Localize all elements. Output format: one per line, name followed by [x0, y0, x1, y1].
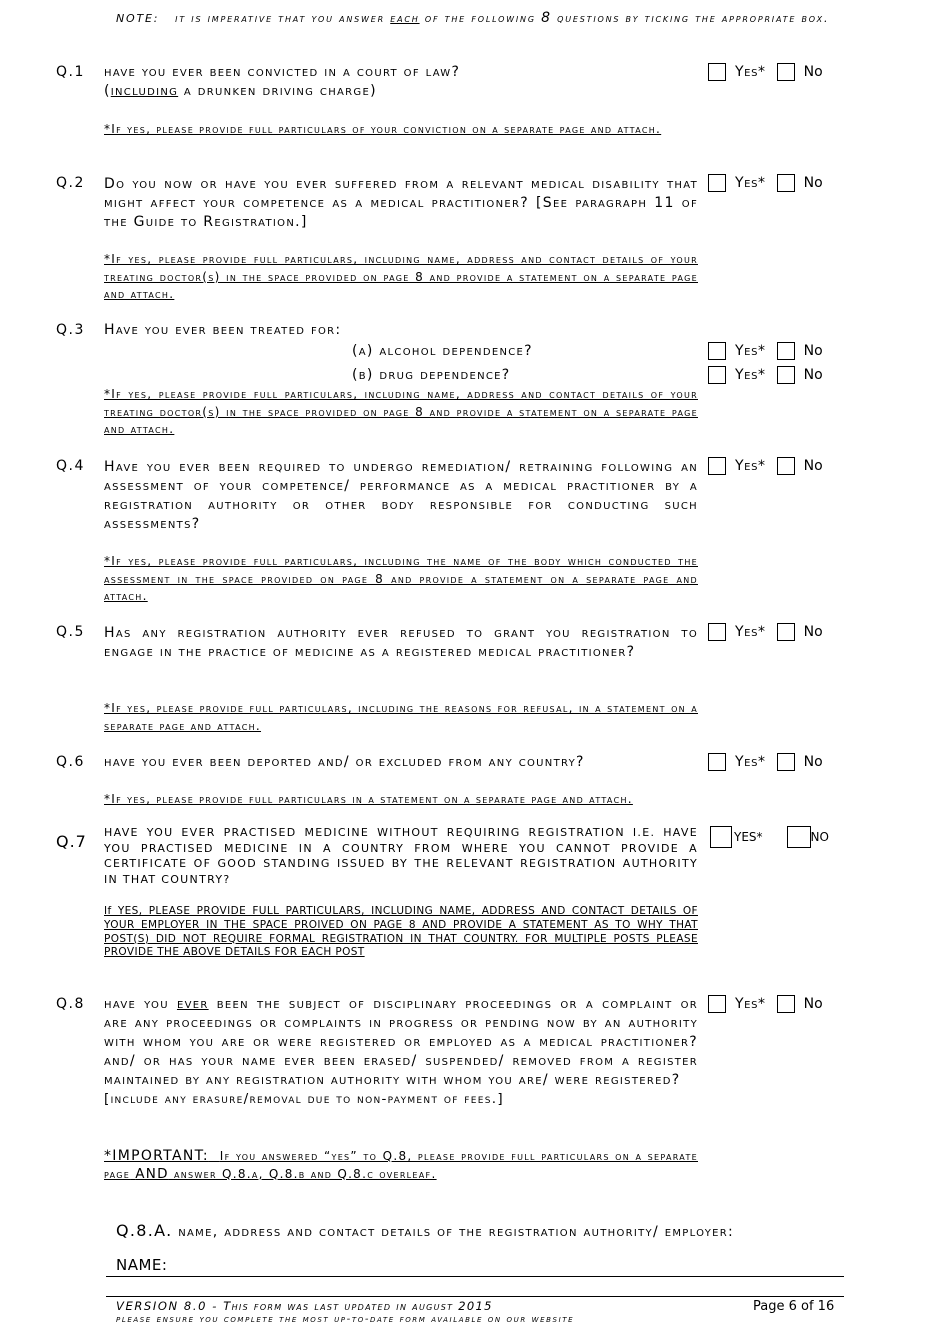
yes-checkbox[interactable]	[708, 63, 726, 81]
yes-checkbox[interactable]	[708, 753, 726, 771]
sub-question-a: (a) alcohol dependence?	[352, 343, 533, 359]
yes-checkbox[interactable]	[708, 174, 726, 192]
footnote: *If yes, please provide full particulars in a statement on a separate page and attach.	[104, 792, 633, 806]
question-number: Q.5	[56, 624, 85, 640]
q3a-answer: Yes* No	[708, 340, 823, 362]
no-checkbox[interactable]	[777, 623, 795, 641]
q1-answer: Yes* No	[708, 61, 823, 83]
q3b-answer: Yes* No	[708, 364, 823, 386]
no-checkbox[interactable]	[777, 457, 795, 475]
name-label: NAME:	[116, 1256, 168, 1274]
q8a-heading: Q.8.A. name, address and contact details of the registration authority/ employer:	[116, 1221, 735, 1240]
footer-divider	[106, 1296, 844, 1297]
important-note: *IMPORTANT: If you answered “yes” to Q.8, please provide full particulars on a separate page AND answer Q.8.a, Q.8.b and Q.8.c overleaf.	[104, 1148, 698, 1182]
footnote: *If yes, please provide full particulars, including name, address and contact details of your treating doctor(s) in the space provided on page 8 and provide a statement on a separate page and attach.	[104, 387, 698, 436]
no-checkbox[interactable]	[777, 995, 795, 1013]
footer-note: please ensure you complete the most up-to-date form available on our website	[116, 1314, 575, 1325]
page-number: Page 6 of 16	[753, 1299, 835, 1314]
question-number: Q.2	[56, 175, 85, 191]
question-number: Q.7	[56, 832, 87, 851]
footnote: *If yes, please provide full particulars of your conviction on a separate page and attach.	[104, 122, 662, 136]
no-checkbox[interactable]	[777, 174, 795, 192]
footnote: *If yes, please provide full particulars, including the reasons for refusal, in a statement on a separate page and attach.	[104, 701, 698, 733]
footnote: If YES, PLEASE PROVIDE FULL PARTICULARS, INCLUDING NAME, ADDRESS AND CONTACT DETAILS OF YOUR EMPLOYER IN THE SPACE PROIVED ON PAGE 8 AND PROVIDE A STATEMENT AS TO WHY THAT POST(S) DID NOT REQUIRE FORMAL REGISTRATION IN THAT COUNTRY. FOR MULTIPLE POSTS PLEASE PROVIDE THE ABOVE DETAILS FOR EACH POST	[104, 905, 698, 959]
sub-question-b: (b) drug dependence?	[352, 367, 511, 383]
q5-answer: Yes* No	[708, 621, 823, 643]
yes-checkbox[interactable]	[708, 457, 726, 475]
yes-checkbox[interactable]	[708, 995, 726, 1013]
no-checkbox[interactable]	[787, 826, 811, 848]
question-text: have you ever been the subject of disciplinary proceedings or a complaint or are any proceedings or complaints in progress or pending now by an authority with whom you are or were registered or employed as a medical practitioner? and/ or has your name ever been erased/ suspended/ removed from a register maintained by any registration authority with whom you are/ were registered? [include any erasure/removal due to non-payment of fees.]	[104, 996, 698, 1107]
question-text: Have you ever been required to undergo remediation/ retraining following an assessment of your competence/ performance as a medical practitioner by a registration authority or other body responsible for conducting such assessments?	[104, 459, 698, 532]
instruction-note: NOTE: it is imperative that you answer each of the following 8 questions by ticking the appropriate box.	[116, 10, 830, 26]
yes-checkbox[interactable]	[708, 623, 726, 641]
no-checkbox[interactable]	[777, 342, 795, 360]
question-text: HAVE YOU EVER PRACTISED MEDICINE WITHOUT REQUIRING REGISTRATION I.E. HAVE YOU PRACTISED MEDICINE IN A COUNTRY FROM WHERE YOU CANNOT PROVIDE A CERTIFICATE OF GOOD STANDING ISSUED BY THE RELEVANT REGISTRATION AUTHORITY IN THAT COUNTRY?	[104, 826, 698, 886]
yes-checkbox[interactable]	[708, 342, 726, 360]
footer-version: VERSION 8.0 - This form was last updated in august 2015	[116, 1299, 493, 1313]
yes-checkbox[interactable]	[710, 826, 732, 848]
question-text: Have you ever been treated for:	[104, 322, 342, 338]
question-number: Q.8	[56, 996, 85, 1012]
no-checkbox[interactable]	[777, 63, 795, 81]
question-number: Q.4	[56, 458, 85, 474]
q8-answer: Yes* No	[708, 993, 823, 1015]
note-label: NOTE:	[116, 12, 160, 25]
q7-answer: YES* NO	[710, 826, 829, 848]
name-input-line[interactable]	[106, 1276, 844, 1277]
question-text: Has any registration authority ever refused to grant you registration to engage in the practice of medicine as a registered medical practitioner?	[104, 625, 698, 660]
q6-answer: Yes* No	[708, 751, 823, 773]
question-number: Q.3	[56, 322, 85, 338]
question-number: Q.1	[56, 64, 85, 80]
question-text: Do you now or have you ever suffered from a relevant medical disability that might affect your competence as a medical practitioner? [See paragraph 11 of the Guide to Registration.]	[104, 176, 698, 230]
q2-answer: Yes* No	[708, 172, 823, 194]
yes-checkbox[interactable]	[708, 366, 726, 384]
footnote: *If yes, please provide full particulars, including the name of the body which conducted the assessment in the space provided on page 8 and provide a statement on a separate page and attach.	[104, 554, 698, 603]
question-number: Q.6	[56, 754, 85, 770]
question-text: have you ever been deported and/ or excluded from any country?	[104, 754, 585, 770]
q4-answer: Yes* No	[708, 455, 823, 477]
no-checkbox[interactable]	[777, 366, 795, 384]
footnote: *If yes, please provide full particulars, including name, address and contact details of your treating doctor(s) in the space provided on page 8 and provide a statement on a separate page and attach.	[104, 252, 698, 301]
no-checkbox[interactable]	[777, 753, 795, 771]
question-text: have you ever been convicted in a court of law? (including a drunken driving charge)	[104, 64, 461, 99]
